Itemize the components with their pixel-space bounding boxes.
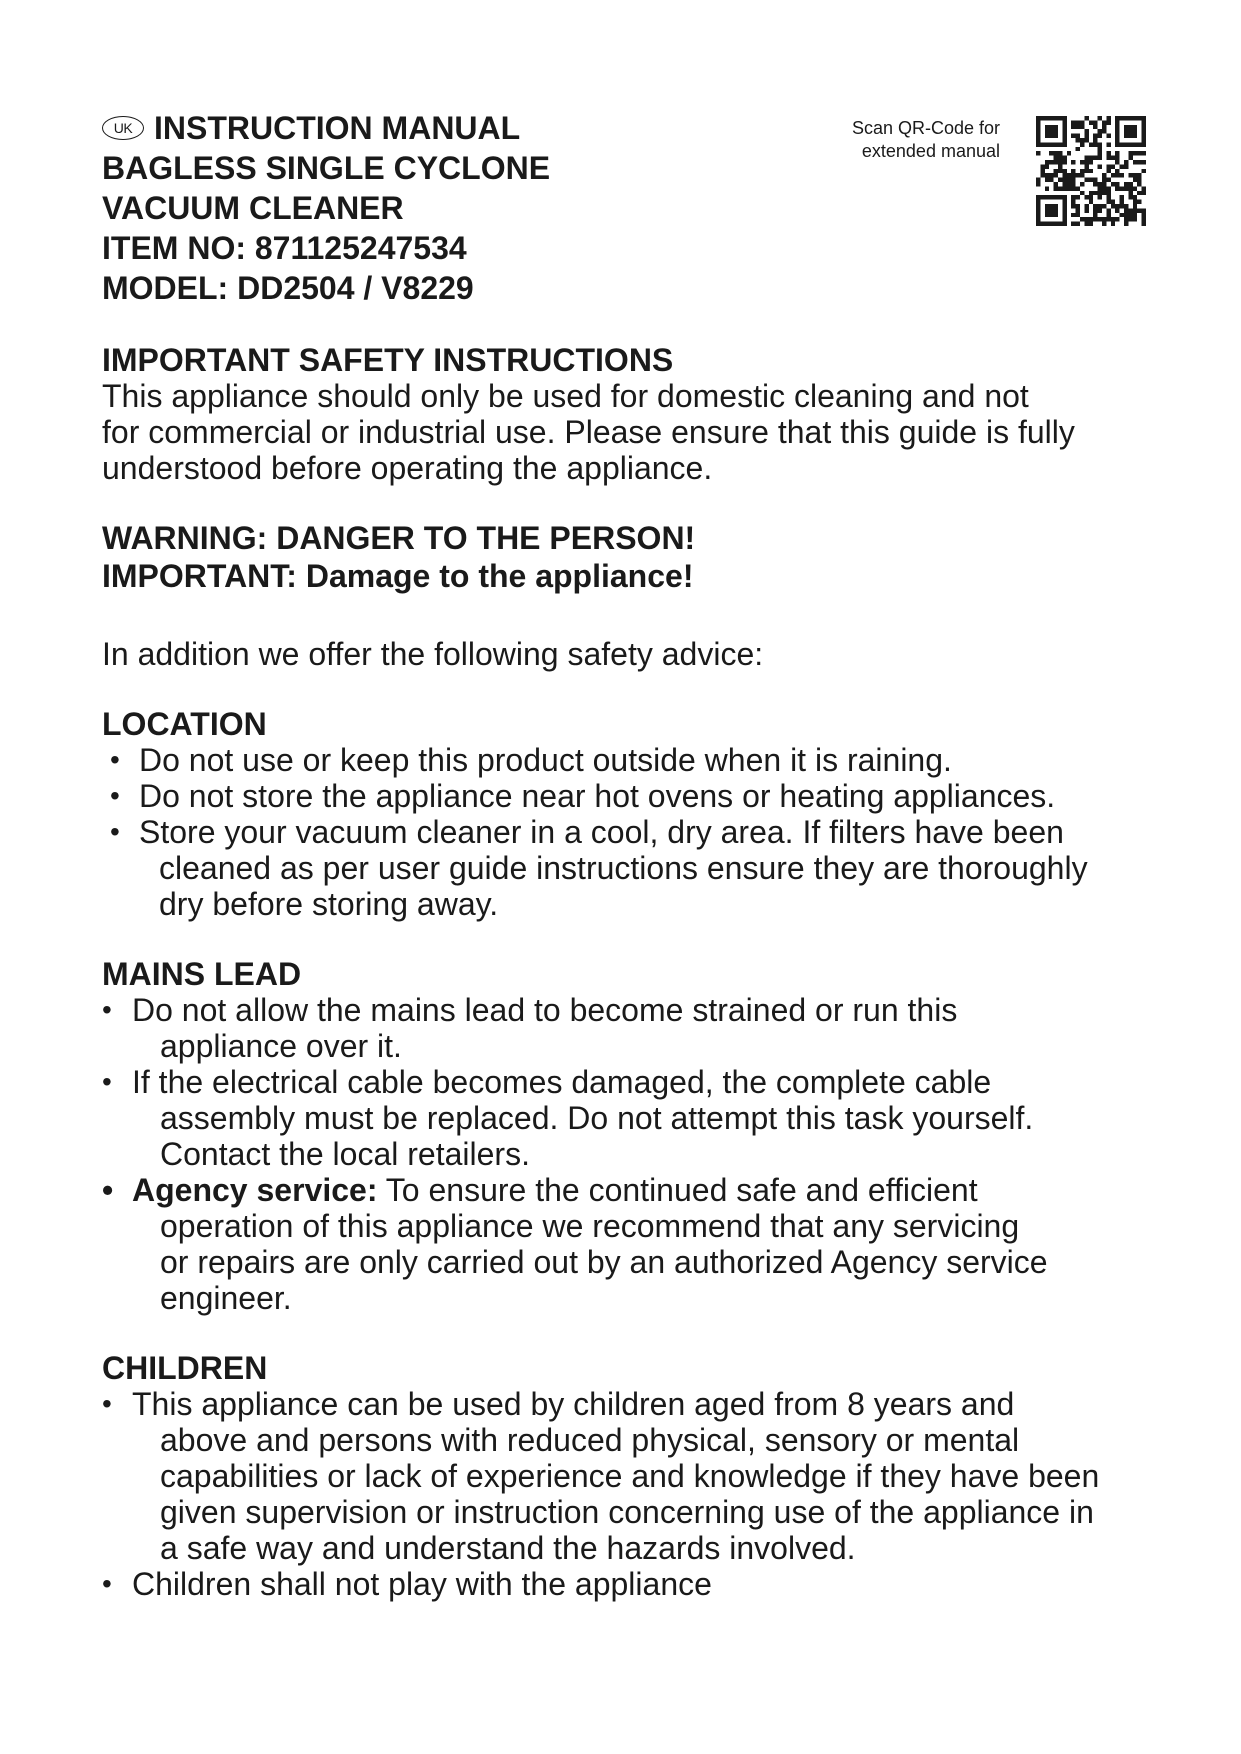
country-badge: UK <box>102 116 144 140</box>
safety-heading: IMPORTANT SAFETY INSTRUCTIONS <box>102 342 674 378</box>
qr-code-icon <box>1036 116 1146 226</box>
manual-body <box>102 342 1162 1602</box>
list-item: • Do not allow the mains lead to become strained or run this appliance over it. <box>102 992 958 1064</box>
list-item: • Children shall not play with the appliance <box>102 1566 712 1602</box>
mains-lead-heading: MAINS LEAD <box>102 956 302 992</box>
document-header <box>102 108 802 308</box>
location-list <box>102 742 1162 922</box>
product-name-line-1: BAGLESS SINGLE CYCLONE <box>102 150 551 186</box>
model-number: MODEL: DD2504 / V8229 <box>102 270 474 306</box>
safety-text-line: This appliance should only be used for domestic cleaning and not <box>102 378 1029 414</box>
product-name-line-2: VACUUM CLEANER <box>102 190 404 226</box>
list-item: • Do not use or keep this product outside when it is raining. <box>110 742 952 778</box>
warning-person: WARNING: DANGER TO THE PERSON! <box>102 520 696 556</box>
list-item: • This appliance can be used by children aged from 8 years and above and persons with reduced physical, sensory or mental capabilities or lack of experience and knowledge if they have been given supervision or instruction concerning use of the appliance in a safe way and understand the hazards involved. <box>102 1386 1100 1566</box>
header-title-line: UK INSTRUCTION MANUAL <box>102 108 802 148</box>
list-item: • If the electrical cable becomes damaged, the complete cable assembly must be replaced. Do not attempt this task yourself. Contact the local retailers. <box>102 1064 1034 1172</box>
list-item: • Store your vacuum cleaner in a cool, dry area. If filters have been cleaned as per user guide instructions ensure they are thoroughly dry before storing away. <box>110 814 1088 922</box>
safety-text-line: for commercial or industrial use. Please ensure that this guide is fully <box>102 414 1075 450</box>
safety-text-line: understood before operating the appliance. <box>102 450 713 486</box>
mains-lead-list <box>102 992 1162 1316</box>
safety-intro: In addition we offer the following safety advice: <box>102 636 764 672</box>
list-item: • Agency service: To ensure the continued safe and efficient operation of this appliance we recommend that any servicing or repairs are only carried out by an authorized Agency service engineer. <box>102 1172 1048 1316</box>
children-list <box>102 1386 1162 1602</box>
item-number: ITEM NO: 871125247534 <box>102 230 467 266</box>
location-heading: LOCATION <box>102 706 267 742</box>
warning-appliance: IMPORTANT: Damage to the appliance! <box>102 558 694 594</box>
agency-service-label: Agency service: <box>132 1172 378 1208</box>
children-heading: CHILDREN <box>102 1350 268 1386</box>
list-item: • Do not store the appliance near hot ovens or heating appliances. <box>110 778 1056 814</box>
qr-caption: Scan QR-Code for extended manual <box>851 118 1000 161</box>
